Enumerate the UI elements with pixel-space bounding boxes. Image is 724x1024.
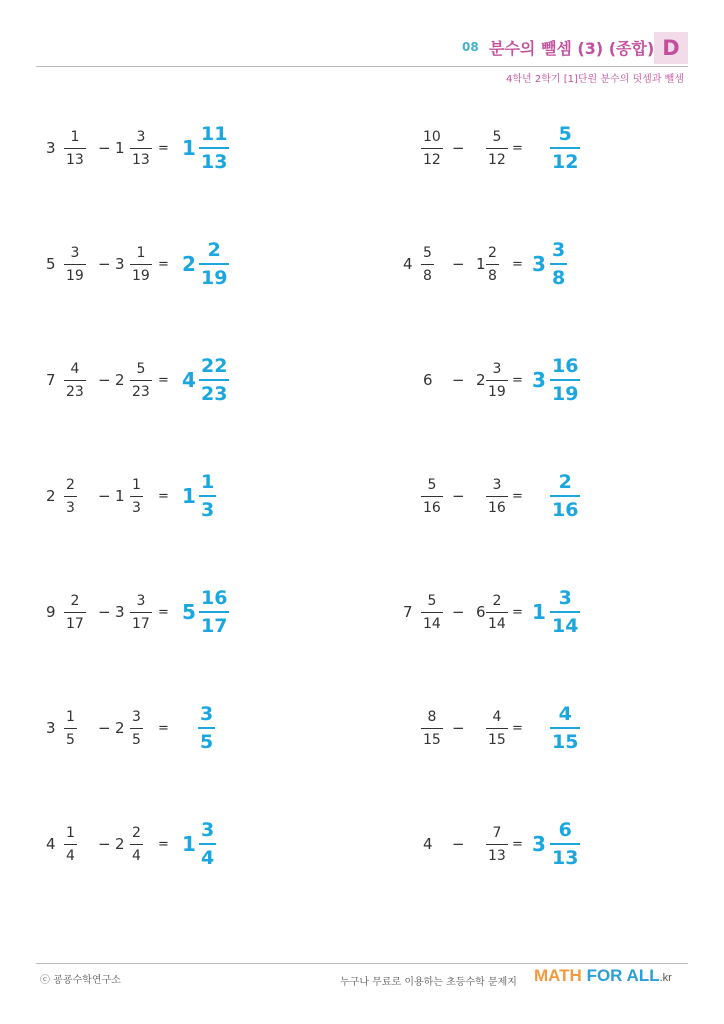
fraction-bar (550, 379, 580, 381)
denominator: 8 (488, 267, 497, 284)
problem-8 (0, 472, 724, 520)
numerator: 11 (201, 123, 228, 145)
numerator: 2 (207, 239, 221, 261)
equals-sign: = (512, 256, 523, 272)
numerator: 5 (427, 476, 437, 493)
minus-sign: − (452, 835, 465, 853)
operand-b-whole: 2 (115, 835, 125, 853)
denominator: 12 (488, 151, 506, 168)
equals-sign: = (158, 488, 169, 504)
denominator: 13 (201, 151, 228, 173)
denominator: 14 (552, 615, 579, 637)
operand-b-whole: 3 (115, 603, 125, 621)
numerator: 2 (66, 476, 75, 493)
logo-for-all: FOR ALL (586, 966, 660, 985)
site-logo[interactable] (534, 966, 672, 986)
operand-a-fraction (421, 708, 443, 749)
worksheet-subtitle: 4학년 2학기 [1]단원 분수의 덧셈과 뺄셈 (505, 74, 684, 85)
numerator: 5 (423, 244, 432, 261)
operand-a-whole: 4 (46, 835, 56, 853)
denominator: 15 (423, 731, 441, 748)
operand-b-fraction (486, 592, 508, 633)
operand-b-whole: 3 (115, 255, 125, 273)
equals-sign: = (512, 604, 523, 620)
denominator: 23 (66, 383, 84, 400)
operand-b-whole: 1 (115, 487, 125, 505)
tagline-text: 누구나 무료로 이용하는 초등수학 문제지 (340, 977, 517, 988)
minus-sign: − (98, 139, 111, 157)
operand-a-whole: 3 (46, 719, 56, 737)
operand-b-whole: 2 (476, 371, 486, 389)
numerator: 2 (70, 592, 80, 609)
numerator: 1 (201, 471, 215, 493)
answer-whole: 1 (182, 832, 196, 856)
fraction-bar (486, 728, 508, 729)
numerator: 4 (492, 708, 502, 725)
equals-sign: = (158, 720, 169, 736)
denominator: 19 (488, 383, 506, 400)
denominator: 5 (200, 731, 214, 753)
copyright-text: ⓒ 굥굥수학연구소 (40, 975, 121, 986)
answer-whole: 1 (532, 600, 546, 624)
equals-sign: = (158, 372, 169, 388)
fraction-bar (421, 496, 443, 497)
fraction-bar (421, 148, 443, 149)
denominator: 17 (201, 615, 228, 637)
numerator: 4 (558, 703, 572, 725)
denominator: 16 (423, 499, 441, 516)
minus-sign: − (452, 719, 465, 737)
operand-a-whole: 5 (46, 255, 56, 273)
numerator: 3 (200, 703, 214, 725)
operand-b-whole: 6 (476, 603, 486, 621)
logo-math: MATH (534, 966, 582, 985)
numerator: 3 (136, 592, 146, 609)
denominator: 16 (552, 499, 579, 521)
denominator: 19 (552, 383, 579, 405)
numerator: 1 (66, 824, 75, 841)
denominator: 23 (132, 383, 150, 400)
fraction-bar (550, 843, 580, 845)
numerator: 7 (492, 824, 502, 841)
answer-whole: 4 (182, 368, 196, 392)
denominator: 5 (66, 731, 75, 748)
operand-a-fraction (421, 476, 443, 517)
fraction-bar (550, 147, 580, 149)
answer-whole: 3 (532, 368, 546, 392)
numerator: 10 (423, 128, 441, 145)
problem-2 (0, 124, 724, 172)
problem-10 (0, 588, 724, 636)
denominator: 8 (423, 267, 432, 284)
denominator: 13 (488, 847, 506, 864)
denominator: 5 (132, 731, 141, 748)
denominator: 19 (132, 267, 150, 284)
minus-sign: − (452, 255, 465, 273)
operand-b-whole: 2 (115, 719, 125, 737)
operand-a-whole: 4 (423, 835, 433, 853)
operand-b-fraction (486, 244, 499, 285)
operand-a-whole: 7 (403, 603, 413, 621)
denominator: 8 (552, 267, 566, 289)
minus-sign: − (452, 139, 465, 157)
operand-a-fraction (421, 244, 434, 285)
operand-b-fraction (486, 708, 508, 749)
header-divider (36, 66, 688, 67)
problem-6 (0, 356, 724, 404)
equals-sign: = (158, 140, 169, 156)
equals-sign: = (158, 256, 169, 272)
numerator: 16 (201, 587, 228, 609)
operand-a-whole: 3 (46, 139, 56, 157)
numerator: 22 (201, 355, 228, 377)
numerator: 3 (552, 239, 566, 261)
fraction-bar (486, 844, 508, 845)
operand-b-whole: 1 (476, 255, 486, 273)
fraction-bar (550, 611, 580, 613)
numerator: 1 (136, 244, 146, 261)
fraction-bar (486, 496, 508, 497)
denominator: 17 (132, 615, 150, 632)
denominator: 19 (66, 267, 84, 284)
operand-a-whole: 2 (46, 487, 56, 505)
fraction-bar (550, 495, 580, 497)
level-badge: D (654, 32, 688, 64)
answer-whole: 2 (182, 252, 196, 276)
operand-a-whole: 6 (423, 371, 433, 389)
answer-whole: 5 (182, 600, 196, 624)
numerator: 4 (70, 360, 80, 377)
minus-sign: − (98, 371, 111, 389)
operand-a-whole: 7 (46, 371, 56, 389)
denominator: 14 (488, 615, 506, 632)
answer-whole: 3 (532, 252, 546, 276)
fraction-bar (421, 612, 443, 613)
numerator: 2 (492, 592, 502, 609)
denominator: 3 (132, 499, 141, 516)
numerator: 1 (70, 128, 80, 145)
numerator: 5 (136, 360, 146, 377)
denominator: 16 (488, 499, 506, 516)
denominator: 13 (552, 847, 579, 869)
numerator: 5 (427, 592, 437, 609)
fraction-bar (550, 727, 580, 729)
fraction-bar (486, 612, 508, 613)
operand-b-fraction (486, 360, 508, 401)
answer-fraction (550, 819, 580, 869)
numerator: 16 (552, 355, 579, 377)
footer-divider (36, 963, 688, 964)
numerator: 2 (558, 471, 572, 493)
numerator: 1 (132, 476, 141, 493)
denominator: 19 (201, 267, 228, 289)
numerator: 2 (132, 824, 141, 841)
operand-a-fraction (421, 128, 443, 169)
equals-sign: = (512, 372, 523, 388)
numerator: 3 (558, 587, 572, 609)
answer-fraction (550, 239, 567, 289)
problem-12 (0, 704, 724, 752)
fraction-bar (486, 148, 508, 149)
fraction-bar (550, 263, 567, 265)
denominator: 4 (132, 847, 141, 864)
minus-sign: − (452, 603, 465, 621)
numerator: 3 (132, 708, 141, 725)
operand-a-whole: 4 (403, 255, 413, 273)
answer-fraction (550, 471, 580, 521)
answer-fraction (550, 587, 580, 637)
minus-sign: − (98, 255, 111, 273)
denominator: 13 (132, 151, 150, 168)
numerator: 1 (66, 708, 75, 725)
numerator: 5 (558, 123, 572, 145)
numerator: 6 (558, 819, 572, 841)
numerator: 3 (492, 476, 502, 493)
operand-b-fraction (486, 476, 508, 517)
numerator: 3 (492, 360, 502, 377)
minus-sign: − (452, 487, 465, 505)
answer-fraction (550, 355, 580, 405)
denominator: 15 (488, 731, 506, 748)
operand-a-fraction (421, 592, 443, 633)
denominator: 4 (201, 847, 215, 869)
minus-sign: − (98, 719, 111, 737)
answer-whole: 3 (532, 832, 546, 856)
minus-sign: − (98, 835, 111, 853)
equals-sign: = (512, 488, 523, 504)
denominator: 4 (66, 847, 75, 864)
operand-b-fraction (486, 128, 508, 169)
logo-domain: .kr (659, 972, 672, 984)
equals-sign: = (158, 604, 169, 620)
denominator: 15 (552, 731, 579, 753)
minus-sign: − (98, 603, 111, 621)
denominator: 12 (423, 151, 441, 168)
denominator: 3 (66, 499, 75, 516)
answer-fraction (550, 123, 580, 173)
denominator: 23 (201, 383, 228, 405)
numerator: 3 (70, 244, 80, 261)
fraction-bar (421, 264, 434, 265)
operand-b-fraction (486, 824, 508, 865)
operand-b-whole: 2 (115, 371, 125, 389)
operand-a-whole: 9 (46, 603, 56, 621)
problem-14 (0, 820, 724, 868)
numerator: 8 (427, 708, 437, 725)
numerator: 2 (488, 244, 497, 261)
equals-sign: = (512, 720, 523, 736)
denominator: 3 (201, 499, 215, 521)
answer-whole: 1 (182, 136, 196, 160)
worksheet-number: 08 (462, 40, 479, 54)
equals-sign: = (158, 836, 169, 852)
answer-whole: 1 (182, 484, 196, 508)
worksheet-title: 분수의 뺄셈 (3) (종합) (489, 39, 655, 58)
minus-sign: − (452, 371, 465, 389)
problem-4 (0, 240, 724, 288)
denominator: 17 (66, 615, 84, 632)
numerator: 3 (201, 819, 215, 841)
fraction-bar (421, 728, 443, 729)
equals-sign: = (512, 836, 523, 852)
minus-sign: − (98, 487, 111, 505)
denominator: 14 (423, 615, 441, 632)
numerator: 3 (136, 128, 146, 145)
fraction-bar (486, 380, 508, 381)
fraction-bar (486, 264, 499, 265)
numerator: 5 (492, 128, 502, 145)
operand-b-whole: 1 (115, 139, 125, 157)
denominator: 12 (552, 151, 579, 173)
answer-fraction (550, 703, 580, 753)
equals-sign: = (512, 140, 523, 156)
denominator: 13 (66, 151, 84, 168)
page-header (0, 0, 724, 90)
